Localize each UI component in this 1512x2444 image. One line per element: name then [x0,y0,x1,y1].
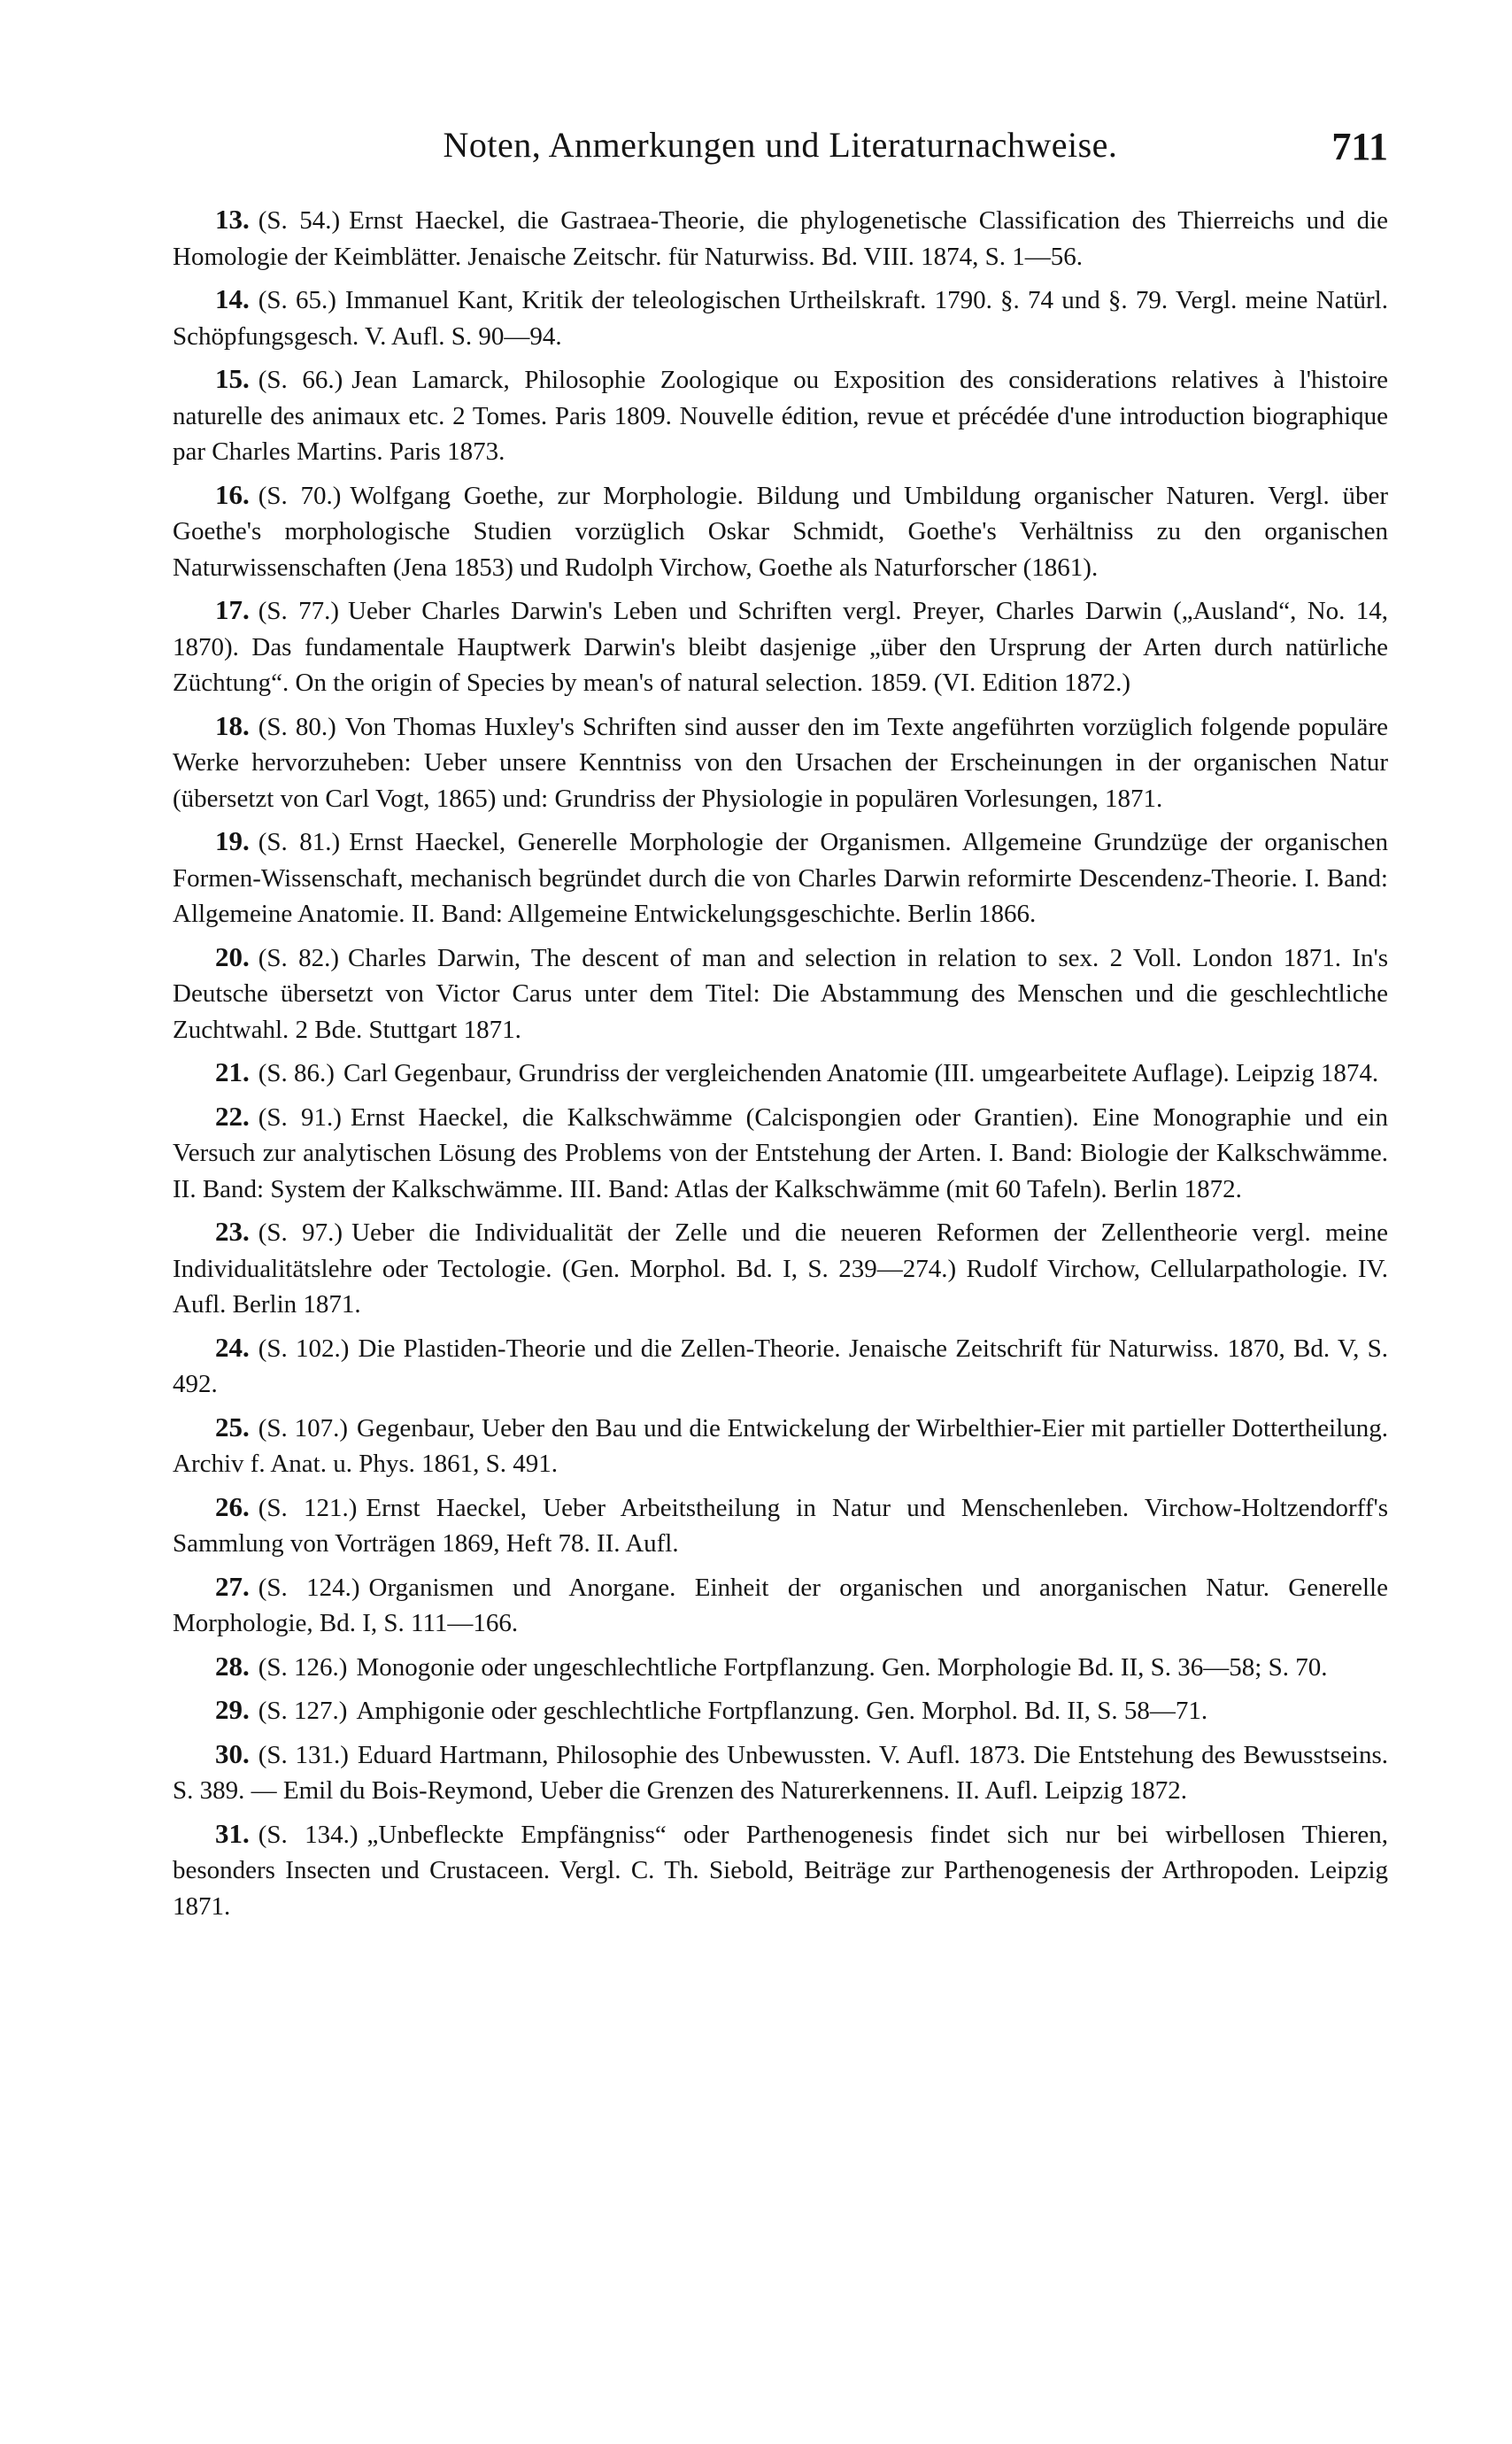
note-entry [173,202,1388,275]
note-number: 14. [215,283,250,314]
note-number: 19. [215,825,250,856]
note-page-reference: (S. 102.) [258,1334,350,1363]
note-number: 21. [215,1056,250,1087]
note-number: 27. [215,1570,250,1602]
note-page-reference: (S. 80.) [258,712,336,741]
note-text: Gegenbaur, Ueber den Bau und die Entwickelung der Wirbelthier-Eier mit partieller Dottertheilung. Archiv f. Anat. u. Phys. 1861, S. 491. [173,1413,1388,1478]
running-head [173,124,1388,177]
note-text: Jean Lamarck, Philosophie Zoologique ou Exposition des considerations relatives à l'histoire naturelle des animaux etc. 2 Tomes. Paris 1809. Nouvelle édition, revue et précédée d'une introduction biographique par Charles Martins. Paris 1873. [173,366,1388,466]
note-text: Wolfgang Goethe, zur Morphologie. Bildung und Umbildung organischer Naturen. Vergl. über Goethe's morphologische Studien vorzüglich Oskar Schmidt, Goethe's Verhältniss zu den organischen Naturwissenschaften (Jena 1853) und Rudolph Virchow, Goethe als Naturforscher (1861). [173,481,1388,582]
note-text: Die Plastiden-Theorie und die Zellen-Theorie. Jenaische Zeitschrift für Naturwiss. 1870, Bd. V, S. 492. [173,1334,1388,1398]
note-page-reference: (S. 70.) [258,481,342,510]
note-entry [173,1330,1388,1403]
note-text: Ernst Haeckel, die Gastraea-Theorie, die phylogenetische Classification des Thierreichs und die Homologie der Keimblätter. Jenaische Zeitschr. für Naturwiss. Bd. VIII. 1874, S. 1—56. [173,206,1388,271]
note-text: Eduard Hartmann, Philosophie des Unbewussten. V. Aufl. 1873. Die Entstehung des Bewusstseins. S. 389. — Emil du Bois-Reymond, Ueber die Grenzen des Naturerkennens. II. Aufl. Leipzig 1872. [173,1740,1388,1805]
note-page-reference: (S. 66.) [258,366,343,394]
running-head-title: Noten, Anmerkungen und Literaturnachweise. [443,125,1118,165]
note-number: 30. [215,1737,250,1769]
note-text: Charles Darwin, The descent of man and selection in relation to sex. 2 Voll. London 1871. In's Deutsche übersetzt von Victor Carus unter dem Titel: Die Abstammung des Menschen und die geschlechtliche Zuchtwahl. 2 Bde. Stuttgart 1871. [173,943,1388,1044]
note-entry [173,282,1388,354]
note-entry [173,1816,1388,1925]
note-page-reference: (S. 121.) [258,1493,358,1522]
note-entry [173,361,1388,470]
note-text: Von Thomas Huxley's Schriften sind ausser den im Texte angeführten vorzüglich folgende populäre Werke hervorzuheben: Ueber unsere Kenntniss von den Ursachen der Erscheinungen in der organischen Natur (übersetzt von Carl Vogt, 1865) und: Grundriss der Physiologie in populären Vorlesungen, 1871. [173,712,1388,813]
note-text: Ueber die Individualität der Zelle und die neueren Reformen der Zellentheorie vergl. meine Individualitätslehre oder Tectologie. (Gen. Morphol. Bd. I, S. 239—274.) Rudolf Virchow, Cellularpathologie. IV. Aufl. Berlin 1871. [173,1218,1388,1319]
note-text: Ernst Haeckel, die Kalkschwämme (Calcispongien oder Grantien). Eine Monographie und ein Versuch zur analytischen Lösung des Problems von der Entstehung der Arten. I. Band: Biologie der Kalkschwämme. II. Band: System der Kalkschwämme. III. Band: Atlas der Kalkschwämme (mit 60 Tafeln). Berlin 1872. [173,1102,1388,1203]
page-number: 711 [1331,125,1388,168]
note-number: 24. [215,1331,250,1363]
note-text: Ernst Haeckel, Ueber Arbeitstheilung in Natur und Menschenleben. Virchow-Holtzendorff's Sammlung von Vorträgen 1869, Heft 78. II. Aufl. [173,1493,1388,1558]
note-entry [173,708,1388,817]
note-entry [173,940,1388,1048]
note-number: 25. [215,1411,250,1442]
note-number: 29. [215,1694,250,1725]
note-page-reference: (S. 107.) [258,1413,349,1442]
note-entry [173,1214,1388,1323]
note-page-reference: (S. 97.) [258,1218,343,1247]
note-number: 22. [215,1100,250,1132]
note-number: 31. [215,1817,250,1849]
note-number: 13. [215,204,250,235]
note-text: Immanuel Kant, Kritik der teleologischen Urtheilskraft. 1790. §. 74 und §. 79. Vergl. meine Natürl. Schöpfungsgesch. V. Aufl. S. 90—94. [173,286,1388,351]
notes-list [173,202,1388,1931]
note-page-reference: (S. 77.) [258,597,340,625]
note-entry [173,477,1388,586]
note-page-reference: (S. 126.) [258,1652,348,1682]
note-page-reference: (S. 54.) [258,206,341,235]
note-number: 15. [215,363,250,394]
note-page-reference: (S. 127.) [258,1697,348,1725]
note-page-reference: (S. 86.) [258,1059,335,1087]
note-page-reference: (S. 81.) [258,828,341,856]
note-number: 18. [215,709,250,741]
note-entry [173,1736,1388,1809]
note-text: Carl Gegenbaur, Grundriss der vergleichenden Anatomie (III. umgearbeitete Auflage). Leipzig 1874. [343,1059,1379,1087]
note-entry [173,824,1388,932]
note-text: Ernst Haeckel, Generelle Morphologie der Organismen. Allgemeine Grundzüge der organischen Formen-Wissenschaft, mechanisch begründet durch die von Charles Darwin reformirte Descendenz-Theorie. I. Band: Allgemeine Anatomie. II. Band: Allgemeine Entwickelungsgeschichte. Berlin 1866. [173,828,1388,928]
note-page-reference: (S. 82.) [258,943,339,972]
note-text: „Unbefleckte Empfängniss“ oder Parthenogenesis findet sich nur bei wirbellosen Thieren, besonders Insecten und Crustaceen. Vergl. C. Th. Siebold, Beiträge zur Parthenogenesis der Arthropoden. Leipzig 1871. [173,1820,1388,1921]
note-page-reference: (S. 65.) [258,286,336,314]
note-number: 23. [215,1216,250,1247]
note-entry [173,1099,1388,1208]
note-number: 28. [215,1650,250,1682]
note-entry [173,592,1388,701]
note-number: 16. [215,478,250,510]
note-entry [173,1410,1388,1482]
note-page-reference: (S. 91.) [258,1102,342,1132]
note-text: Organismen und Anorgane. Einheit der organischen und anorganischen Natur. Generelle Morphologie, Bd. I, S. 111—166. [173,1573,1388,1637]
note-number: 17. [215,594,250,625]
note-number: 26. [215,1490,250,1522]
note-text: Monogonie oder ungeschlechtliche Fortpflanzung. Gen. Morphologie Bd. II, S. 36—58; S. 70. [356,1652,1328,1682]
note-entry [173,1569,1388,1642]
note-page-reference: (S. 131.) [258,1740,349,1769]
note-text: Ueber Charles Darwin's Leben und Schriften vergl. Preyer, Charles Darwin („Ausland“, No. 14, 1870). Das fundamentale Hauptwerk Darwin's bleibt dasjenige „über den Ursprung der Arten durch natürliche Züchtung“. On the origin of Species by mean's of natural selection. 1859. (VI. Edition 1872.) [173,597,1388,697]
note-text: Amphigonie oder geschlechtliche Fortpflanzung. Gen. Morphol. Bd. II, S. 58—71. [356,1697,1208,1725]
note-page-reference: (S. 124.) [258,1573,360,1602]
note-entry [173,1649,1388,1686]
note-entry [173,1692,1388,1729]
note-entry [173,1489,1388,1562]
note-number: 20. [215,940,250,972]
note-entry [173,1055,1388,1092]
note-page-reference: (S. 134.) [258,1820,359,1849]
